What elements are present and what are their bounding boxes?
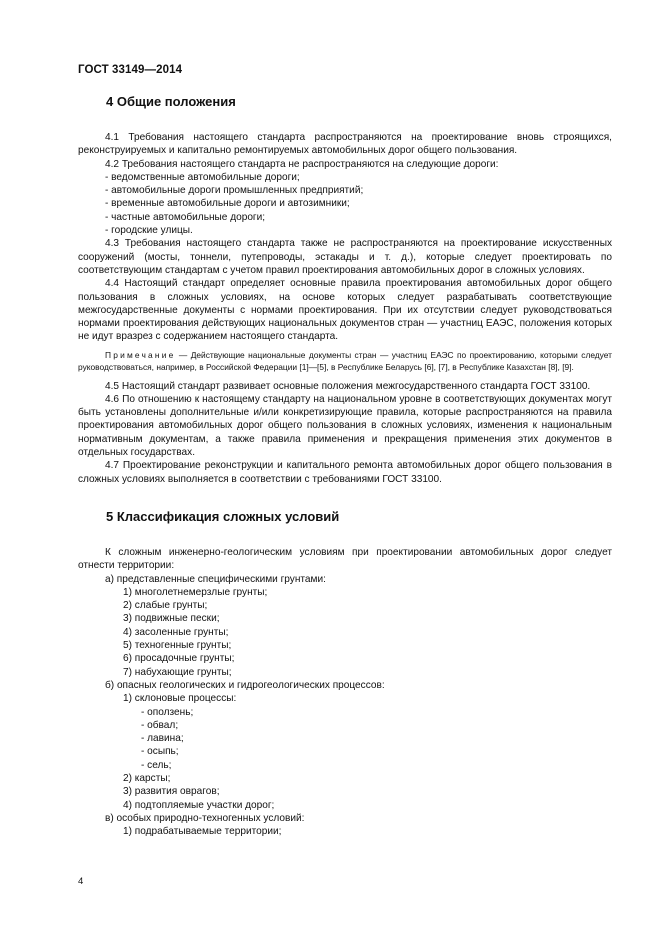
list-item: 4) подтопляемые участки дорог; (123, 799, 275, 811)
list-item: 1) склоновые процессы: (123, 693, 237, 705)
clause-4-6: 4.6 По отношению к настоящему стандарту на национальном уровне в соответствующих документах могут быть установлены дополнительные и/или конкретизирующие правила, которые распространяются на правила проектирования автомобильных дорог общего пользования в сложных условиях, изменения к национальным нормативным документам, а также правила применения и прекращения применения этих документов в отдельных государствах. (78, 393, 612, 459)
note-label: Примечание (105, 349, 176, 360)
page-number: 4 (78, 876, 84, 887)
clause-4-7: 4.7 Проектирование реконструкции и капитального ремонта автомобильных дорог общего пользования в сложных условиях выполняется в соответствии с требованиями ГОСТ 33100. (78, 460, 612, 485)
list-item: 4) засоленные грунты; (123, 626, 229, 638)
list-item: 6) просадочные грунты; (123, 653, 235, 665)
list-item: 1) многолетнемерзлые грунты; (123, 586, 268, 598)
list-item-a: а) представленные специфическими грунтами: (105, 573, 326, 585)
list-item: 2) карсты; (123, 772, 171, 784)
document-header: ГОСТ 33149—2014 (78, 64, 183, 76)
section-5-title: 5 Классификация сложных условий (106, 508, 340, 524)
list-item: 3) подвижные пески; (123, 613, 220, 625)
clause-4-3: 4.3 Требования настоящего стандарта также не распространяются на проектирование искусственных сооружений (мосты, тоннели, путепроводы, эстакады и т. д.), которые следует проектировать по соответствующим стандартам с учетом правил проектирования автомобильных дорог в сложных условиях. (78, 238, 612, 276)
road-item: - городские улицы. (105, 225, 193, 237)
note-text: — Действующие национальные документы стран — участниц ЕАЭС по проектированию, которыми следует руководствоваться, например, в Российской Федерации [1]—[5], в Республике Беларусь [6], [7], в Республике Казахстан [8], [9]. (78, 349, 612, 373)
list-item: 3) развития оврагов; (123, 786, 220, 798)
clause-4-4: 4.4 Настоящий стандарт определяет основные правила проектирования автомобильных дорог общего пользования в сложных условиях, на основе которых следует разрабатывать соответствующие межгосударственные документы с нормами проектирования. При их отсутствии следует руководствоваться нормами проектирования действующих национальных документов стран — участниц ЕАЭС, положения которых не идут вразрез с содержанием настоящего стандарта. (78, 278, 612, 343)
document-body (78, 94, 612, 838)
list-item: - оползень; (141, 706, 194, 718)
note (78, 349, 612, 374)
list-item: - осыпь; (141, 746, 179, 758)
clause-4-2: 4.2 Требования настоящего стандарта не распространяются на следующие дороги: (105, 158, 499, 170)
list-item: 7) набухающие грунты; (123, 666, 232, 678)
list-item: 2) слабые грунты; (123, 600, 208, 612)
section-5-intro: К сложным инженерно-геологическим условиям при проектировании автомобильных дорог следует отнести территории: (78, 546, 612, 572)
list-item: 5) техногенные грунты; (123, 640, 232, 652)
clause-4-5: 4.5 Настоящий стандарт развивает основные положения межгосударственного стандарта ГОСТ 33100. (105, 380, 591, 392)
list-item-b: б) опасных геологических и гидрогеологических процессов: (105, 679, 385, 691)
road-item: - временные автомобильные дороги и автозимники; (105, 198, 350, 210)
list-item: - сель; (141, 759, 172, 771)
clause-4-1: 4.1 Требования настоящего стандарта распространяются на проектирование вновь строящихся, реконструируемых и капитально ремонтируемых автомобильных дорог общего пользования. (78, 132, 612, 157)
list-item: - лавина; (141, 733, 184, 745)
road-item: - частные автомобильные дороги; (105, 211, 266, 223)
road-item: - ведомственные автомобильные дороги; (105, 171, 300, 183)
section-4-title: 4 Общие положения (106, 94, 236, 109)
list-item-c: в) особых природно-техногенных условий: (105, 812, 305, 824)
list-item: - обвал; (141, 719, 179, 731)
road-item: - автомобильные дороги промышленных предприятий; (105, 185, 364, 197)
list-item: 1) подрабатываемые территории; (123, 826, 282, 838)
